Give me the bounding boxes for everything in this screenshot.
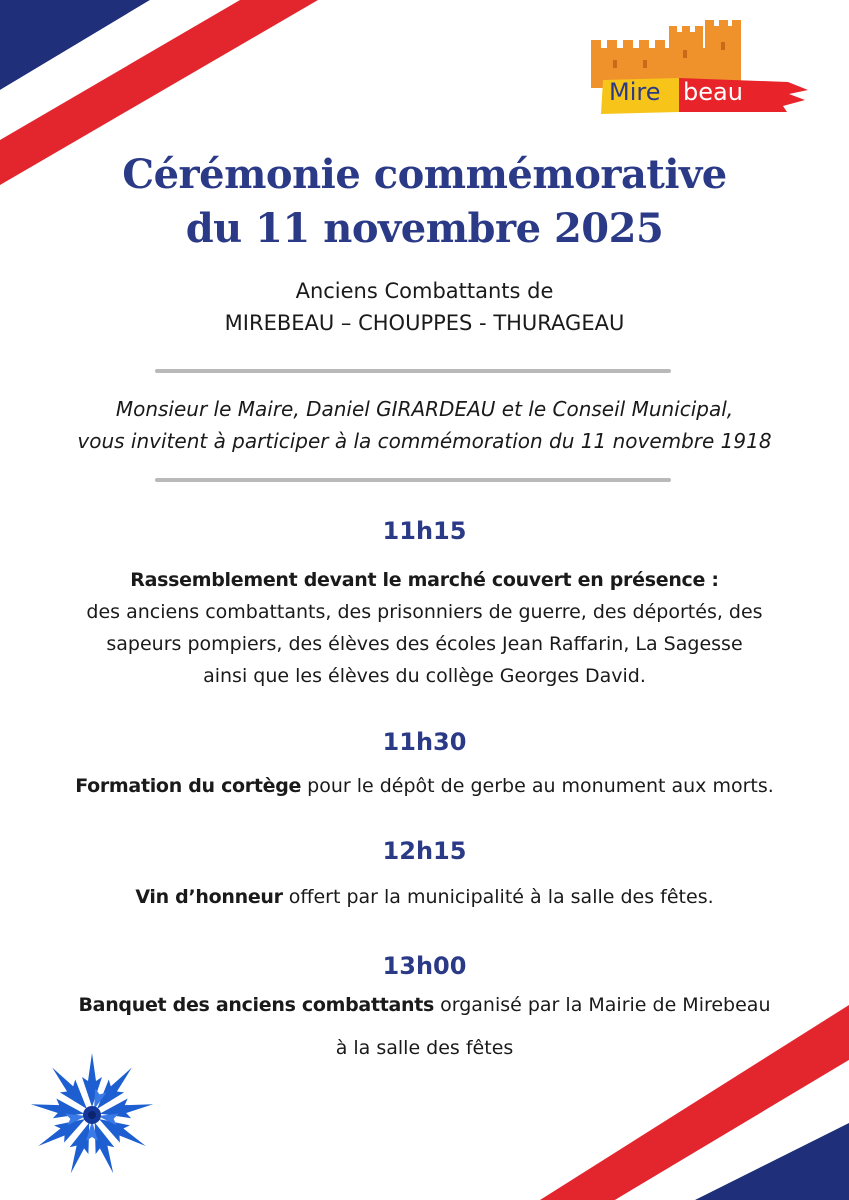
invitation-line-1: Monsieur le Maire, Daniel GIRARDEAU et le Conseil Municipal, [115, 397, 734, 421]
schedule-time-2: 11h30 [382, 728, 467, 756]
page-title [0, 148, 849, 256]
subtitle-line-1: Anciens Combattants de [295, 279, 554, 303]
logo-text-beau: beau [683, 78, 743, 106]
divider-bottom [155, 478, 671, 482]
schedule-line-1a: des anciens combattants, des prisonniers de guerre, des déportés, des [86, 601, 763, 623]
schedule-text-4: organisé par la Mairie de Mirebeau [434, 994, 771, 1016]
schedule-bold-1: Rassemblement devant le marché couvert en présence : [130, 569, 719, 591]
mirebeau-logo [583, 20, 808, 120]
title-line-2: du 11 novembre 2025 [185, 205, 664, 252]
title-line-1: Cérémonie commémorative [122, 151, 727, 198]
organizer-subtitle [0, 275, 849, 339]
schedule-text-3: offert par la municipalité à la salle des fêtes. [282, 886, 714, 908]
schedule-time-4: 13h00 [382, 952, 467, 980]
schedule-line-3 [0, 881, 849, 913]
schedule-time-1: 11h15 [382, 517, 467, 545]
logo-text-mire: Mire [609, 78, 661, 106]
schedule-line-1c: ainsi que les élèves du collège Georges David. [203, 665, 646, 687]
schedule-line-2 [0, 770, 849, 802]
invitation-text [0, 393, 849, 457]
schedule-line-4a [0, 989, 849, 1021]
schedule-bold-2: Formation du cortège [75, 775, 302, 797]
schedule-bold-4: Banquet des anciens combattants [78, 994, 435, 1016]
schedule-line-1b: sapeurs pompiers, des élèves des écoles Jean Raffarin, La Sagesse [106, 633, 743, 655]
schedule-line-4b: à la salle des fêtes [335, 1037, 514, 1059]
schedule-bold-3: Vin d’honneur [135, 886, 283, 908]
invitation-line-2: vous invitent à participer à la commémoration du 11 novembre 1918 [77, 429, 772, 453]
schedule-time-3: 12h15 [382, 837, 467, 865]
schedule-text-2: pour le dépôt de gerbe au monument aux morts. [301, 775, 774, 797]
subtitle-line-2: MIREBEAU – CHOUPPES - THURAGEAU [224, 311, 625, 335]
schedule-heading-1 [0, 564, 849, 596]
divider-top [155, 369, 671, 373]
cornflower-icon [22, 1045, 162, 1185]
